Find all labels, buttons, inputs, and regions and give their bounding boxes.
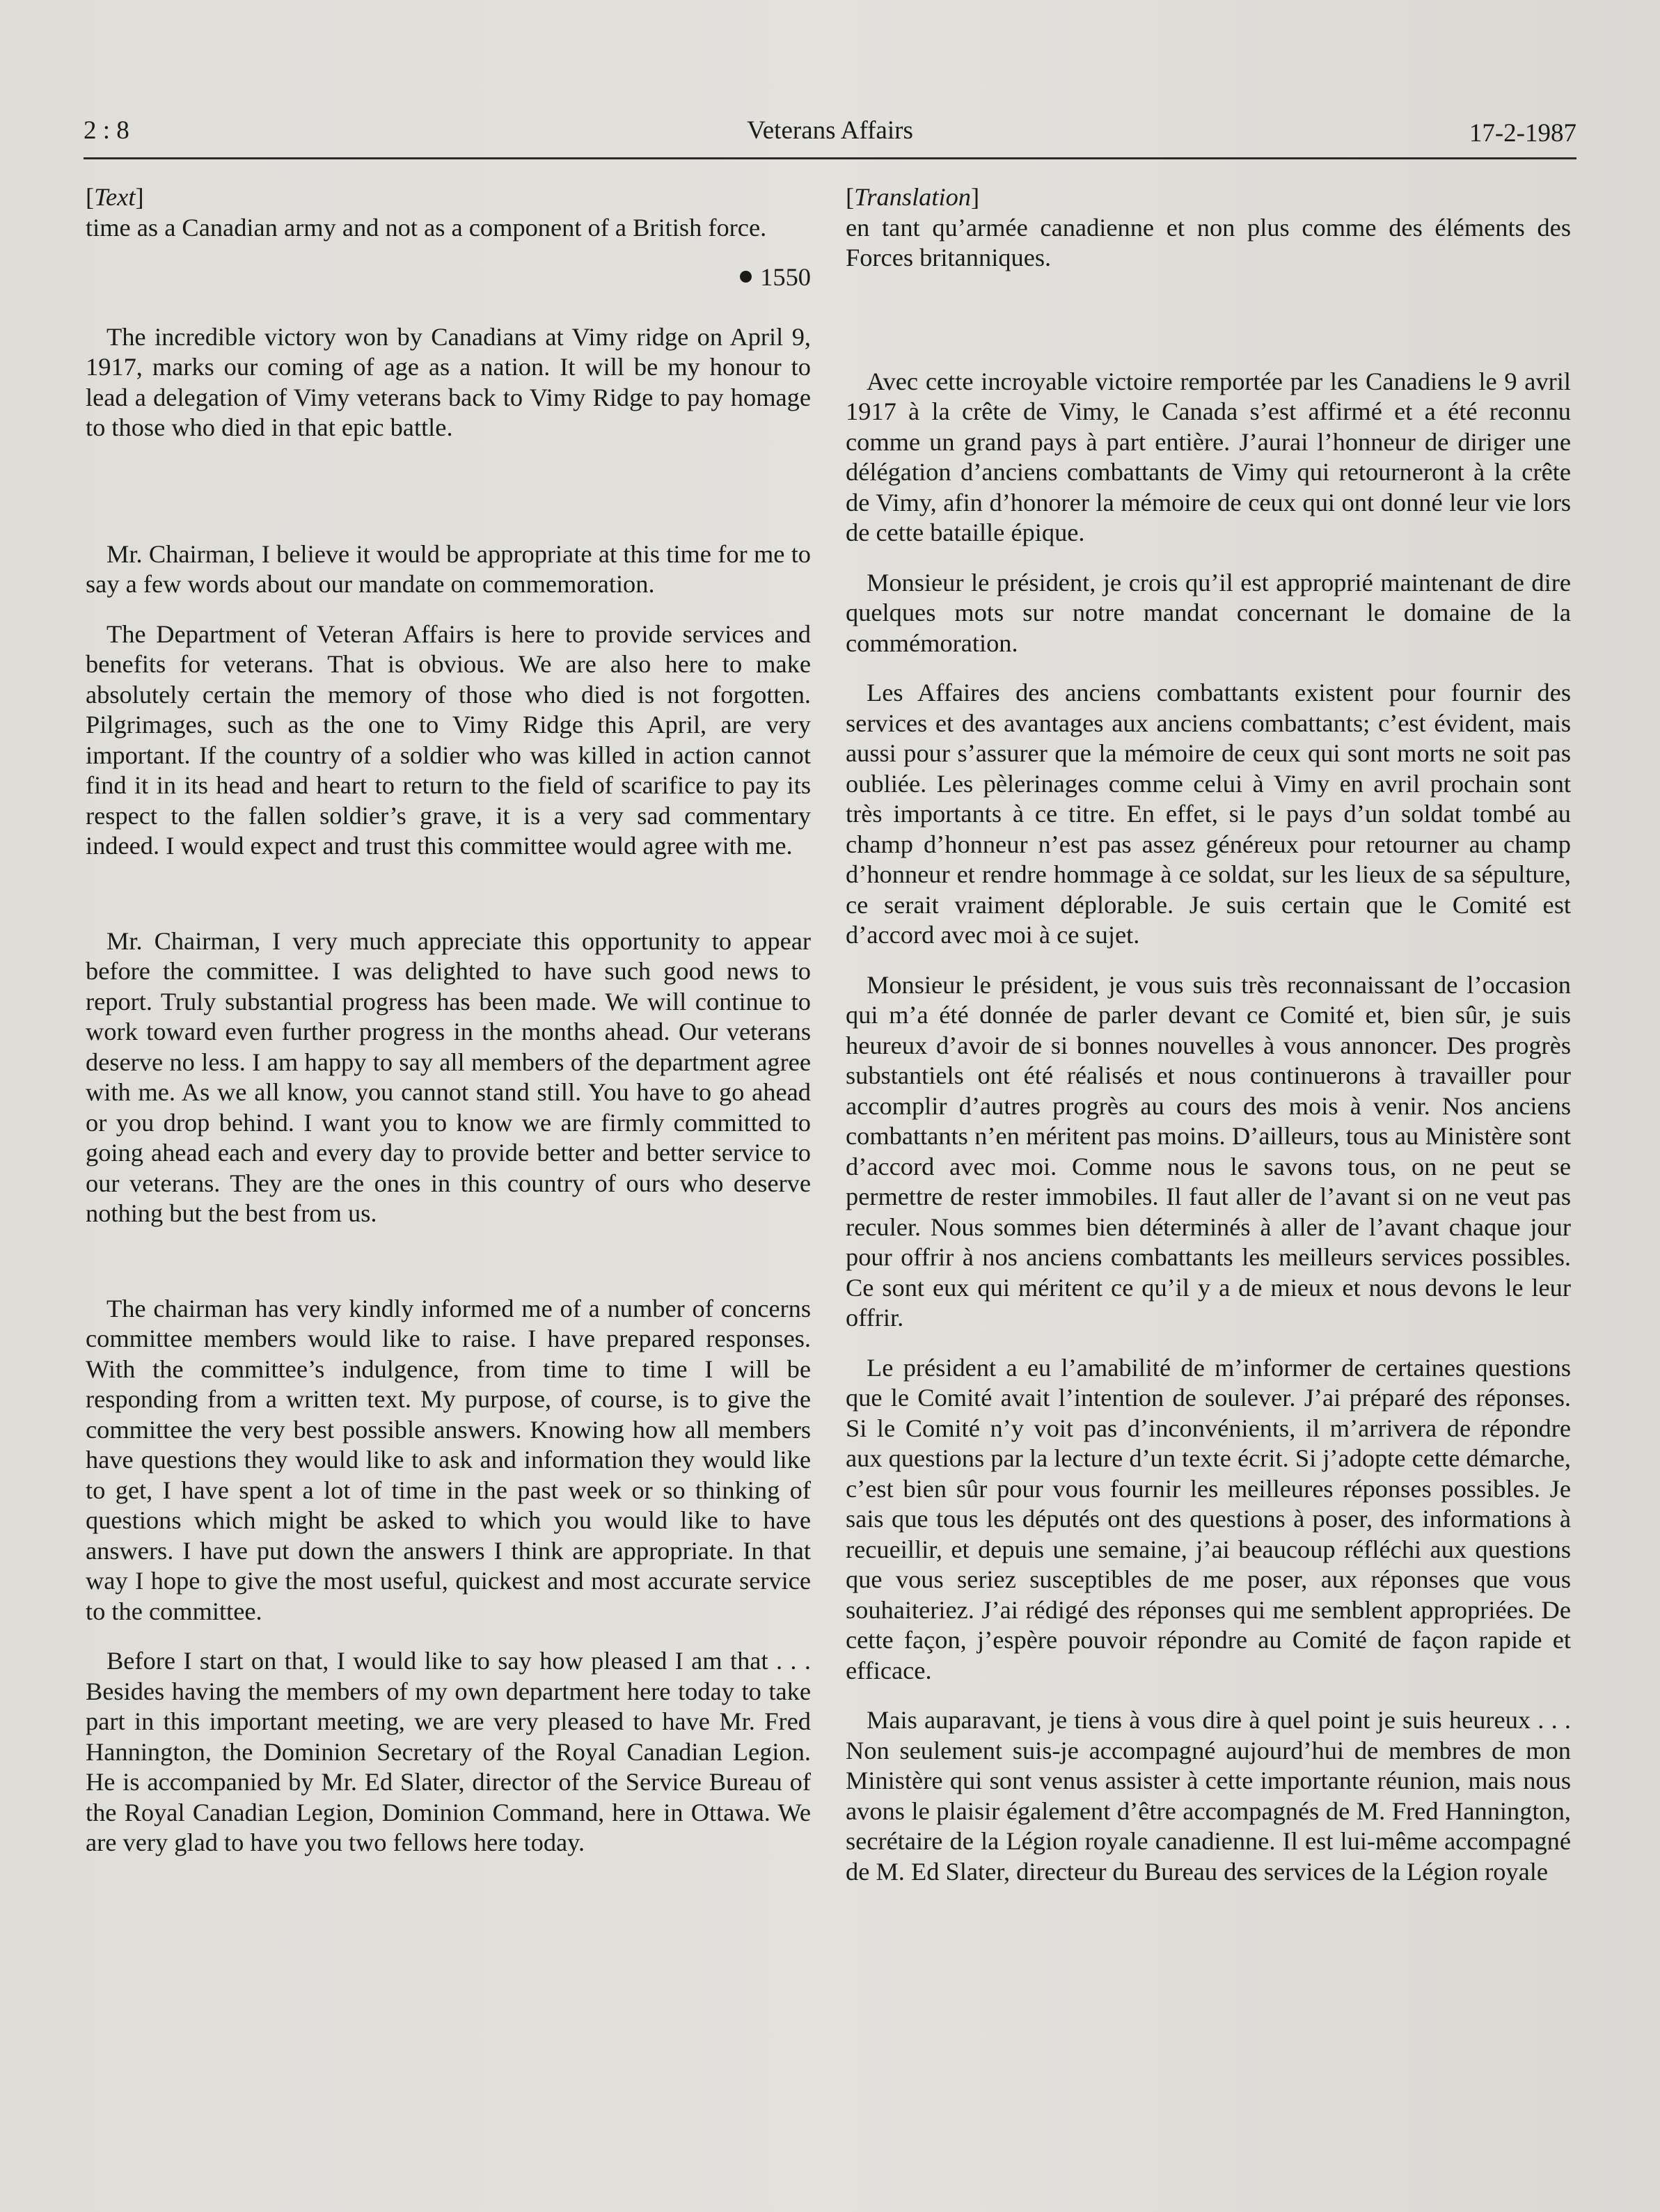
time-marker xyxy=(86,262,811,293)
page-header xyxy=(84,111,1576,159)
page-date: 17-2-1987 xyxy=(1469,119,1576,148)
english-paragraph: The Department of Veteran Affairs is here to provide services and benefits for veterans. That is obvious. We are also here to make absolutely certain the memory of those who died is not forgotten. Pilgrimages, such as the one to Vimy Ridge this April, are very important. If the country of a soldier who was killed in action cannot find it in its head and heart to return to the field of scarifice to pay its respect to the fallen soldier’s grave, it is a very sad commentary indeed. I would expect and trust this committee would agree with me. xyxy=(86,619,811,860)
french-paragraph: Le président a eu l’amabilité de m’informer de certaines questions que le Comité avait l’intention de soulever. J’ai préparé des réponses. Si le Comité n’y voit pas d’inconvénients, il m’arrivera de répondre aux questions par la lecture d’un texte écrit. Si j’adopte cette démarche, c’est bien sûr pour vous fournir les meilleures réponses possibles. Je sais que tous les députés ont des questions à poser, des informations à recueillir, et depuis une semaine, j’ai beaucoup réfléchi aux questions que vous seriez susceptibles de me poser, aux réponses que vous souhaiteriez. J’ai rédigé des réponses qui me semblent appropriées. De cette façon, j’espère pouvoir répondre au Comité de façon rapide et efficace. xyxy=(846,1353,1571,1684)
english-column xyxy=(86,182,811,1858)
bullet-dot-icon xyxy=(740,271,752,283)
english-tag: [Text] xyxy=(86,183,144,211)
french-paragraph: Monsieur le président, je vous suis très reconnaissant de l’occasion qui m’a été donnée de parler devant ce Comité et, bien sûr, je suis heureux d’avoir de si bonnes nouvelles à vous annoncer. Des progrès substantiels ont été réalisés et nous continuerons à travailler pour accomplir d’autres progrès au cours des mois à venir. Nos anciens combattants n’en méritent pas moins. D’ailleurs, tous au Ministère sont d’accord avec moi. Comme nous le savons tous, on ne peut se permettre de rester immobiles. Il faut aller de l’avant si on ne veut pas reculer. Nous sommes bien déterminés à aller de l’avant chaque jour pour offrir à nos anciens combattants les meilleurs services possibles. Ce sont eux qui méritent ce qu’il y a de mieux et nous devons le leur offrir. xyxy=(846,970,1571,1332)
time-marker-label: 1550 xyxy=(760,263,811,291)
english-paragraph: The incredible victory won by Canadians at Vimy ridge on April 9, 1917, marks our coming of age as a nation. It will be my honour to lead a delegation of Vimy veterans back to Vimy Ridge to pay homage to those who died in that epic battle. xyxy=(86,322,811,441)
english-paragraph: Before I start on that, I would like to say how pleased I am that . . . Besides having the members of my own department here today to take part in this important meeting, we are very pleased to have Mr. Fred Hannington, the Dominion Secretary of the Royal Canadian Legion. He is accompanied by Mr. Ed Slater, director of the Service Bureau of the Royal Canadian Legion, Dominion Command, here in Ottawa. We are very glad to have you two fellows here today. xyxy=(86,1647,811,1856)
english-paragraph: Mr. Chairman, I believe it would be appropriate at this time for me to say a few words about our mandate on commemoration. xyxy=(86,539,811,598)
french-paragraph: Mais auparavant, je tiens à vous dire à quel point je suis heureux . . . Non seulement suis-je accompagné aujourd’hui de membres de mon Ministère qui sont venus assister à cette importante réunion, mais nous avons le plaisir également d’être accompagnés de M. Fred Hannington, secrétaire de la Légion royale canadienne. Il est lui-même accompagné de M. Ed Slater, directeur du Bureau des services de la Légion royale xyxy=(846,1706,1571,1886)
french-tag: [Translation] xyxy=(846,183,980,211)
french-tag-label: Translation xyxy=(854,183,971,211)
french-paragraph: Avec cette incroyable victoire remportée par les Canadiens le 9 avril 1917 à la crête de Vimy, le Canada s’est affirmé et a été reconnu comme un grand pays à part entière. J’aurai l’honneur de diriger une délégation d’anciens combattants de Vimy qui retourneront à la crête de Vimy, afin d’honorer la mémoire de ceux qui ont donné leur vie lors de cette bataille épique. xyxy=(846,367,1571,546)
english-paragraph: The chairman has very kindly informed me of a number of concerns committee members would like to raise. I have prepared responses. With the committee’s indulgence, from time to time I will be responding from a written text. My purpose, of course, is to give the committee the very best possible answers. Knowing how all members have questions they would like to ask and information they would like to get, I have spent a lot of time in the past week or so thinking of questions which might be asked to which you would like to have answers. I have put down the answers I think are appropriate. In that way I hope to give the most useful, quickest and most accurate service to the committee. xyxy=(86,1294,811,1625)
publication-title: Veterans Affairs xyxy=(747,116,913,145)
english-tag-label: Text xyxy=(94,183,136,211)
french-paragraph: Monsieur le président, je crois qu’il est approprié maintenant de dire quelques mots sur notre mandat concernant le domaine de la commémoration. xyxy=(846,568,1571,657)
english-continuation: time as a Canadian army and not as a component of a British force. xyxy=(86,213,767,242)
french-column xyxy=(846,182,1571,1887)
english-paragraph: Mr. Chairman, I very much appreciate this opportunity to appear before the committee. I was delighted to have such good news to report. Truly substantial progress has been made. We will continue to work toward even further progress in the months ahead. Our veterans deserve no less. I am happy to say all members of the department agree with me. As we all know, you cannot stand still. You have to go ahead or you drop behind. I want you to know we are firmly committed to going ahead each and every day to provide better and better service to our veterans. They are the ones in this country of ours who deserve nothing but the best from us. xyxy=(86,926,811,1227)
french-paragraph: Les Affaires des anciens combattants existent pour fournir des services et des avantages aux anciens combattants; c’est évident, mais aussi pour s’assurer que la mémoire de ceux qui sont morts ne soit pas oubliée. Les pèlerinages comme celui à Vimy en avril prochain sont très importants à ce titre. En effet, si le pays d’un soldat tombé au champ d’honneur n’est pas assez généreux pour retourner au champ d’honneur et rendre hommage à ce soldat, sur les lieux de sa sépulture, ce serait vraiment déplorable. Je suis certain que le Comité est d’accord avec moi à ce sujet. xyxy=(846,679,1571,949)
french-continuation: en tant qu’armée canadienne et non plus comme des éléments des Forces britanniques. xyxy=(846,213,1571,271)
page-number: 2 : 8 xyxy=(84,116,129,145)
